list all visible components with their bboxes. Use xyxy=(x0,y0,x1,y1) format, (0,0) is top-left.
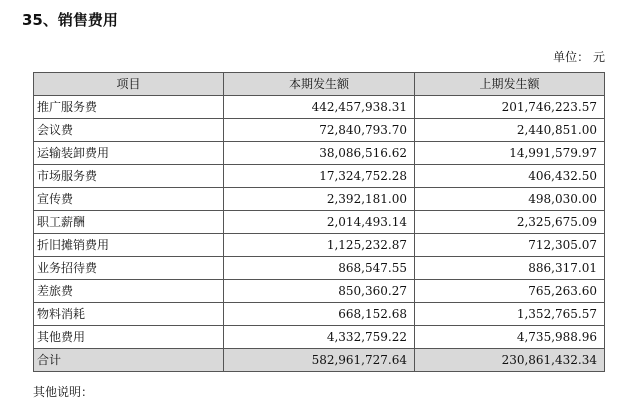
row-item: 物料消耗 xyxy=(34,303,224,326)
other-notes-label: 其他说明： xyxy=(33,385,94,399)
table-row xyxy=(34,326,605,349)
row-current: 72,840,793.70 xyxy=(224,119,415,142)
row-previous: 1,352,765.57 xyxy=(415,303,605,326)
row-item: 运输装卸费用 xyxy=(34,142,224,165)
row-item: 宣传费 xyxy=(34,188,224,211)
row-current: 38,086,516.62 xyxy=(224,142,415,165)
row-previous: 4,735,988.96 xyxy=(415,326,605,349)
row-previous: 14,991,579.97 xyxy=(415,142,605,165)
row-current: 868,547.55 xyxy=(224,257,415,280)
row-previous: 886,317.01 xyxy=(415,257,605,280)
table-total-row xyxy=(34,349,605,372)
table-row xyxy=(34,165,605,188)
row-current: 850,360.27 xyxy=(224,280,415,303)
sales-expense-table xyxy=(33,72,605,372)
row-item: 折旧摊销费用 xyxy=(34,234,224,257)
unit-label: 单位： 元 xyxy=(553,50,605,64)
header-item: 项目 xyxy=(34,73,224,96)
table-row xyxy=(34,303,605,326)
row-current: 17,324,752.28 xyxy=(224,165,415,188)
total-previous: 230,861,432.34 xyxy=(415,349,605,372)
row-previous: 2,325,675.09 xyxy=(415,211,605,234)
row-item: 推广服务费 xyxy=(34,96,224,119)
row-current: 442,457,938.31 xyxy=(224,96,415,119)
row-previous: 498,030.00 xyxy=(415,188,605,211)
row-current: 668,152.68 xyxy=(224,303,415,326)
row-previous: 201,746,223.57 xyxy=(415,96,605,119)
row-item: 差旅费 xyxy=(34,280,224,303)
total-current: 582,961,727.64 xyxy=(224,349,415,372)
header-current-period: 本期发生额 xyxy=(224,73,415,96)
row-current: 2,392,181.00 xyxy=(224,188,415,211)
row-current: 4,332,759.22 xyxy=(224,326,415,349)
table-row xyxy=(34,211,605,234)
table-row xyxy=(34,96,605,119)
row-item: 业务招待费 xyxy=(34,257,224,280)
row-item: 职工薪酬 xyxy=(34,211,224,234)
row-current: 1,125,232.87 xyxy=(224,234,415,257)
table-row xyxy=(34,280,605,303)
section-title: 35、销售费用 xyxy=(22,11,118,29)
row-previous: 765,263.60 xyxy=(415,280,605,303)
row-item: 其他费用 xyxy=(34,326,224,349)
header-previous-period: 上期发生额 xyxy=(415,73,605,96)
table-row xyxy=(34,119,605,142)
table-row xyxy=(34,142,605,165)
table-row xyxy=(34,257,605,280)
table-row xyxy=(34,234,605,257)
row-item: 会议费 xyxy=(34,119,224,142)
table-row xyxy=(34,188,605,211)
row-item: 市场服务费 xyxy=(34,165,224,188)
row-current: 2,014,493.14 xyxy=(224,211,415,234)
total-label: 合计 xyxy=(34,349,224,372)
table-header-row xyxy=(34,73,605,96)
row-previous: 2,440,851.00 xyxy=(415,119,605,142)
row-previous: 712,305.07 xyxy=(415,234,605,257)
row-previous: 406,432.50 xyxy=(415,165,605,188)
